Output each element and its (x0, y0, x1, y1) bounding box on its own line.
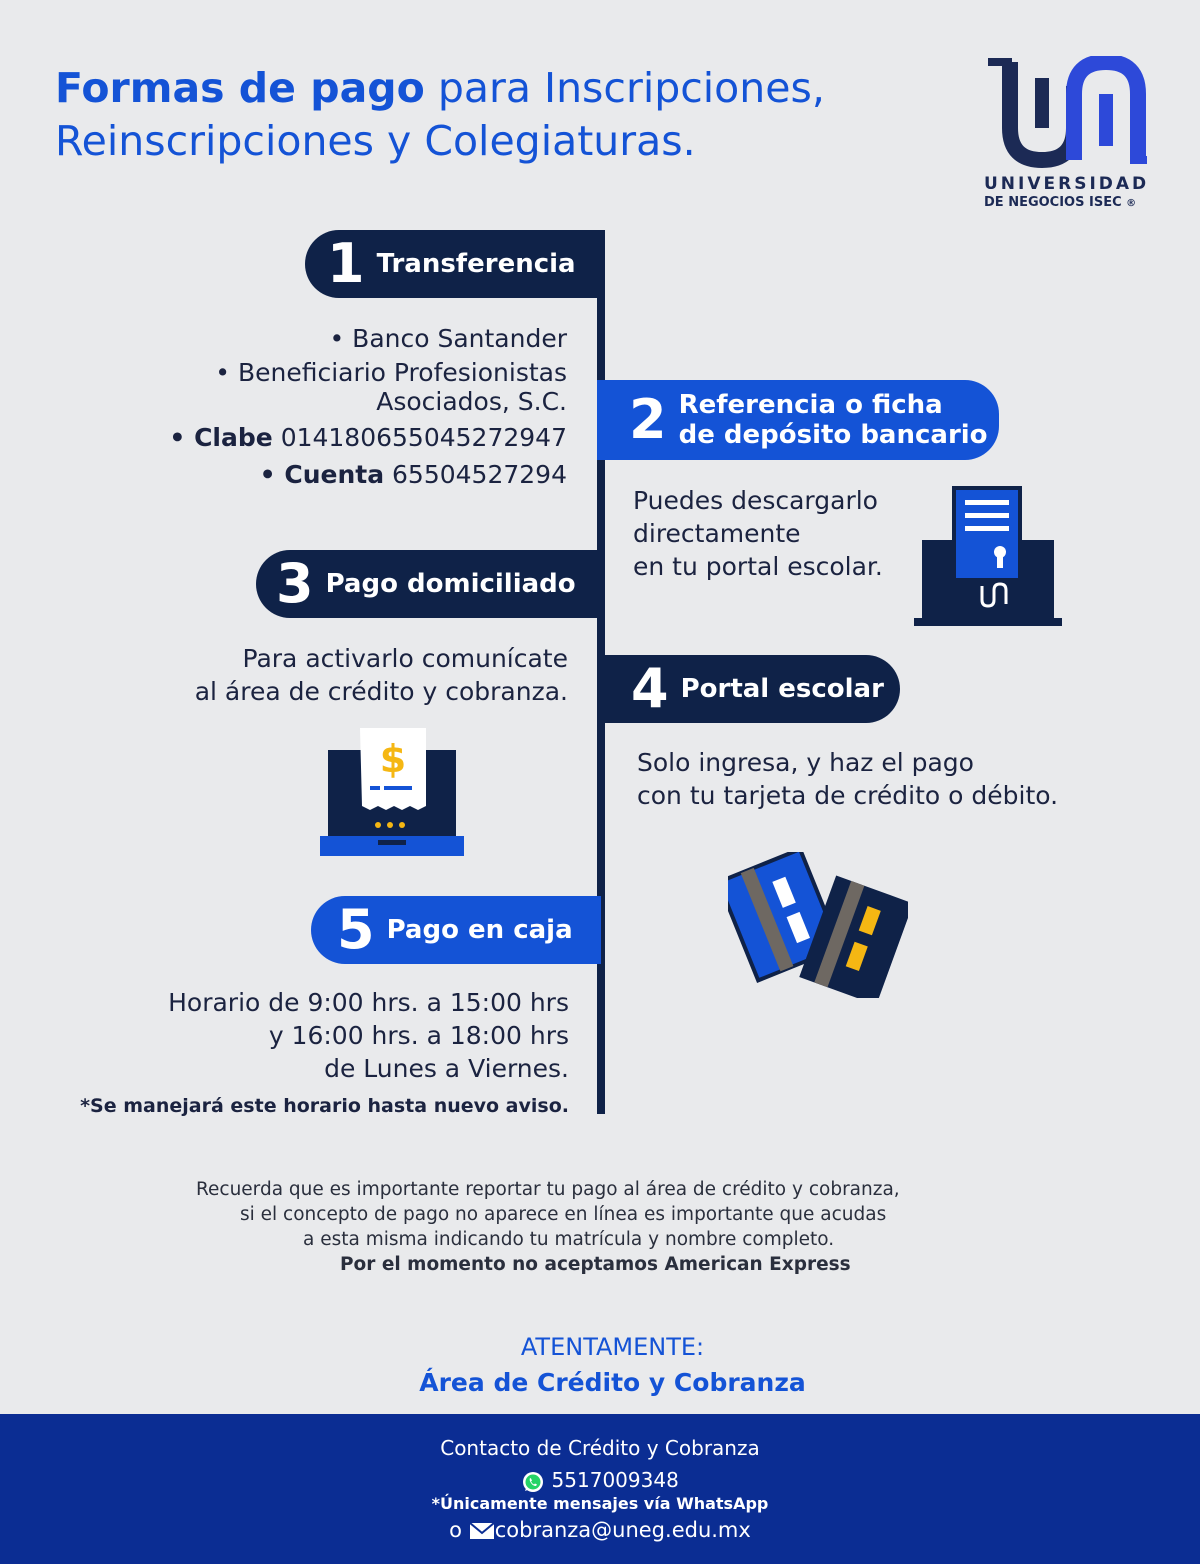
payment-receipt-laptop-icon (320, 728, 464, 858)
step-5-pill (311, 896, 601, 964)
footer (0, 1414, 1200, 1564)
contact-title: Contacto de Crédito y Cobranza (440, 1436, 760, 1460)
page-title (55, 62, 825, 168)
account-label: • Cuenta (259, 460, 385, 489)
step-3-pill (256, 550, 605, 618)
bank-name: • Banco Santander (329, 324, 567, 353)
clabe-label: • Clabe (169, 423, 273, 452)
svg-text:$: $ (379, 737, 407, 781)
whatsapp-line (0, 1468, 1200, 1494)
signature-label: ATENTAMENTE: (520, 1333, 705, 1361)
step-2-title: Referencia o ficha de depósito bancario (678, 390, 988, 450)
step-2-text: Puedes descargarlo directamente en tu portal escolar. (633, 486, 883, 581)
title-line2: Reinscripciones y Colegiaturas. (55, 117, 696, 165)
title-bold: Formas de pago (55, 64, 425, 112)
step-1-title: Transferencia (376, 249, 576, 279)
step-5-note: *Se manejará este horario hasta nuevo aviso. (80, 1095, 569, 1117)
step-4-text: Solo ingresa, y haz el pago con tu tarjeta de crédito o débito. (637, 748, 1059, 810)
step-4-title: Portal escolar (680, 674, 884, 704)
step-3-number: 3 (276, 552, 314, 615)
account-value: 65504527294 (392, 460, 567, 489)
step-5-title: Pago en caja (386, 915, 573, 945)
whatsapp-number[interactable]: 5517009348 (551, 1468, 679, 1492)
signature-department: Área de Crédito y Cobranza (419, 1368, 806, 1397)
step-2-pill (597, 380, 999, 460)
step-3-text: Para activarlo comunícate al área de crédito y cobranza. (194, 644, 568, 706)
step-3-title: Pago domiciliado (325, 569, 576, 599)
clabe-value: 014180655045272947 (280, 423, 567, 452)
logo-text-negocios: DE NEGOCIOS ISEC ® (984, 195, 1137, 210)
logo-text-universidad: UNIVERSIDAD (984, 174, 1150, 194)
amex-note: Por el momento no aceptamos American Express (340, 1254, 851, 1275)
beneficiary-line2: Asociados, S.C. (376, 387, 567, 416)
clabe-line (100, 421, 567, 454)
or-text: o (449, 1518, 463, 1542)
beneficiary-line1: • Beneficiario Profesionistas (215, 358, 567, 387)
email-line (0, 1518, 1200, 1542)
step-5-number: 5 (337, 898, 375, 961)
envelope-icon (469, 1521, 495, 1541)
whatsapp-note: *Únicamente mensajes vía WhatsApp (431, 1494, 769, 1513)
title-rest: para Inscripciones, (437, 64, 825, 112)
step-1-number: 1 (327, 232, 365, 295)
step-2-number: 2 (629, 388, 667, 451)
registered-mark: ® (1126, 198, 1137, 209)
whatsapp-icon (521, 1470, 545, 1494)
credit-cards-icon (728, 852, 908, 998)
email-link[interactable]: cobranza@uneg.edu.mx (494, 1518, 751, 1542)
step-1-pill (305, 230, 605, 298)
account-line (100, 458, 567, 491)
ficha-laptop-icon (912, 486, 1062, 628)
step-5-text: Horario de 9:00 hrs. a 15:00 hrs y 16:00 hrs. a 18:00 hrs de Lunes a Viernes. (168, 988, 569, 1083)
step-1-details (100, 322, 567, 491)
step-4-number: 4 (631, 657, 669, 720)
step-4-pill (597, 655, 900, 723)
reminder-text: Recuerda que es importante reportar tu pago al área de crédito y cobranza, si el concepto de pago no aparece en línea es importante que acudas a esta misma indicando tu matrícula y nombre completo. Por el momento no aceptamos American Express (196, 1179, 900, 1275)
